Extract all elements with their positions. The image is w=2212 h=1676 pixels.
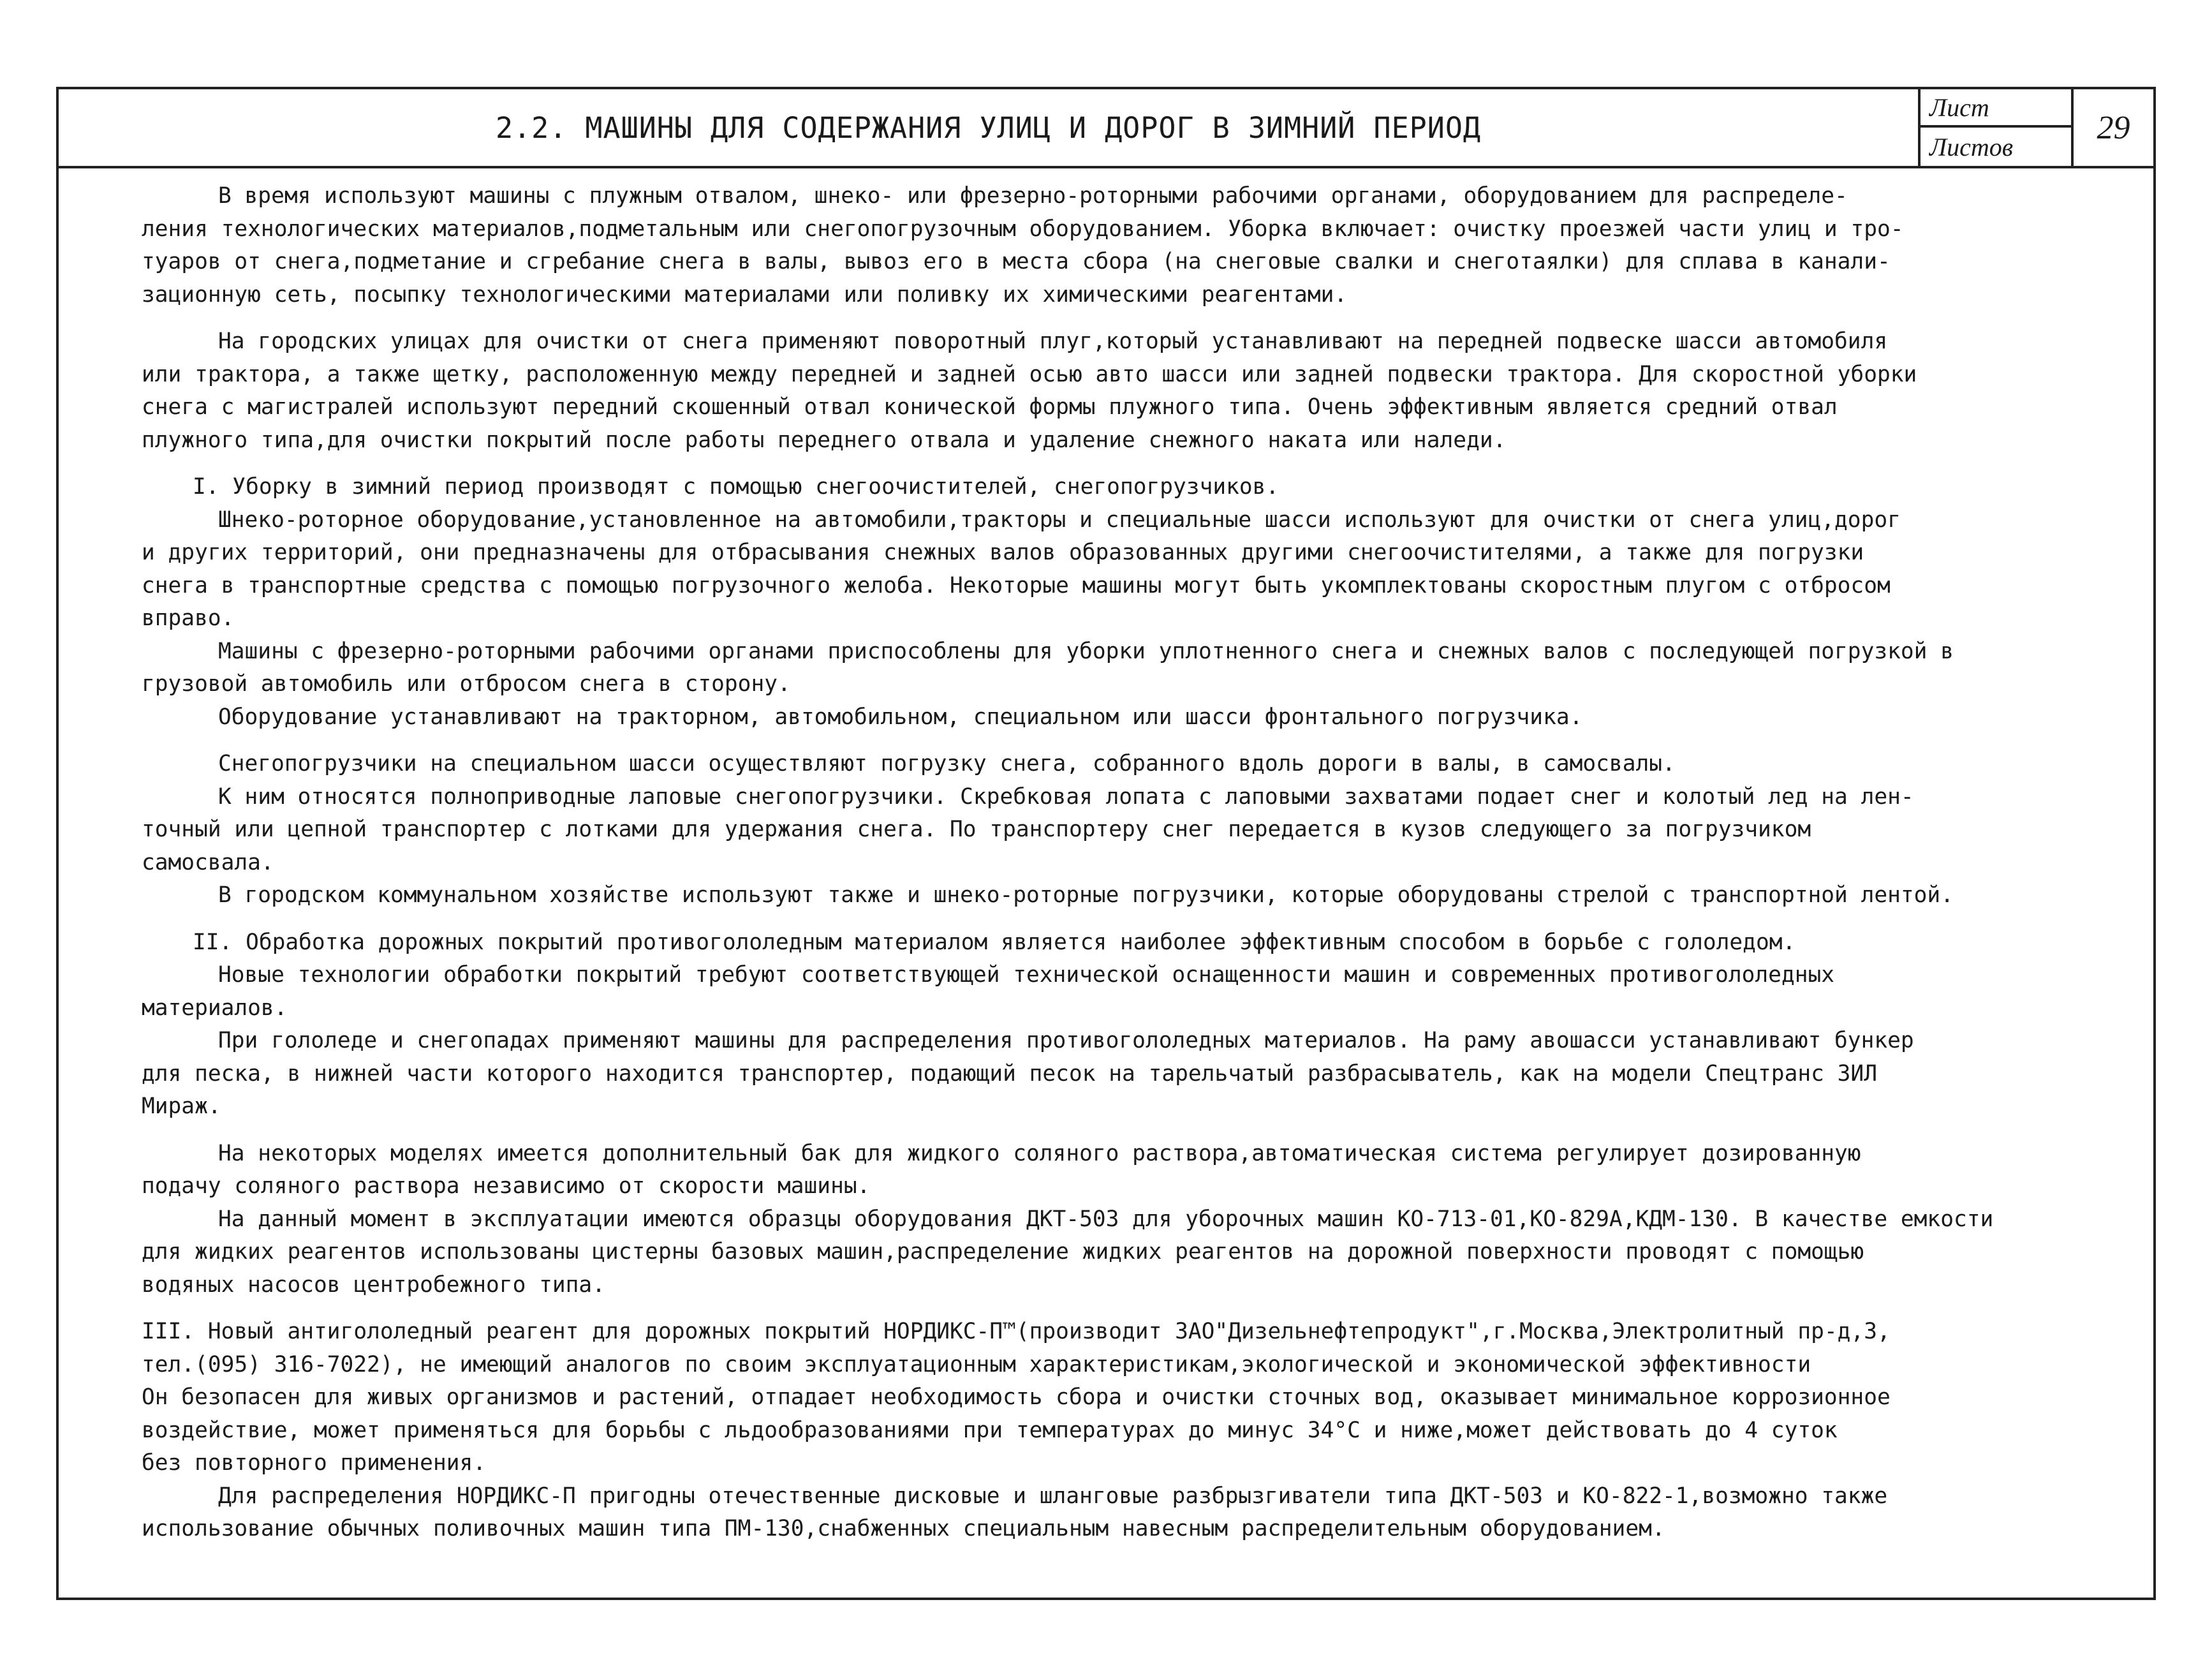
section-heading-1: I. Уборку в зимний период производят с помощью снегоочистителей, снегопогрузчиков. (193, 474, 1279, 500)
paragraph: В городском коммунальном хозяйстве используют также и шнеко-роторные погрузчики, которые оборудованы стрелой с транспортной лентой. (218, 882, 1954, 908)
paragraph: Снегопогрузчики на специальном шасси осуществляют погрузку снега, собранного вдоль дороги в валы, в самосвалы. (218, 751, 1676, 776)
title-block (59, 89, 2153, 168)
paragraph: На некоторых моделях имеется дополнительный бак для жидкого соляного раствора,автоматическая система регулирует дозированную подачу соляного раствора независимо от скорости машины. (142, 1140, 1861, 1199)
paragraph: На городских улицах для очистки от снега применяют поворотный плуг,который устанавливают на передней подвеске шасси автомобиля или трактора, а также щетку, расположенную между передней и задней осью авто шасси или задней подвески трактора. Для скоростной уборки снега с магистралей используют передний скошенный отвал конической формы плужного типа. Очень эффективным является средний отвал плужного типа,для очистки покрытий после работы переднего отвала и удаление снежного наката или наледи. (142, 329, 1917, 453)
paragraph: Для распределения НОРДИКС-П пригодны отечественные дисковые и шланговые разбрызгиватели типа ДКТ-503 и КО-822-1,возможно также использование обычных поливочных машин типа ПМ-130,снабженных специальным навесным распределительным оборудованием. (142, 1483, 1888, 1541)
page-title: 2.2. МАШИНЫ ДЛЯ СОДЕРЖАНИЯ УЛИЦ И ДОРОГ В ЗИМНИЙ ПЕРИОД (495, 110, 1482, 145)
sheet-label: Лист (1921, 89, 2071, 128)
drawing-frame (56, 87, 2156, 1600)
document-body (59, 168, 2153, 1598)
paragraph: Оборудование устанавливают на тракторном, автомобильном, специальном или шасси фронтального погрузчика. (218, 704, 1583, 730)
sheets-label: Листов (1929, 132, 2014, 161)
paragraph: При гололеде и снегопадах применяют машины для распределения противогололедных материалов. На раму авошасси устанавливают бункер для песка, в нижней части которого находится транспортер, подающий песок на тарельчатый разбрасыватель, как на модели Спецтранс ЗИЛ Мираж. (142, 1028, 1914, 1119)
section-heading-2: II. Обработка дорожных покрытий противогололедным материалом является наиболее эффективным способом в борьбе с гололедом. (193, 929, 1796, 955)
paragraph: Новые технологии обработки покрытий требуют соответствующей технической оснащенности машин и современных противогололедных материалов. (142, 962, 1835, 1021)
page-number: 29 (2071, 89, 2153, 166)
paragraph: На данный момент в эксплуатации имеются образцы оборудования ДКТ-503 для уборочных машин КО-713-01,КО-829А,КДМ-130. В качестве емкости для жидких реагентов использованы цистерны базовых машин,распределение жидких реагентов на дорожной поверхности проводят с помощью водяных насосов центробежного типа. (142, 1206, 1994, 1298)
sheet-info-box (1918, 89, 2071, 166)
section-heading-3: III. Новый антигололедный реагент для дорожных покрытий НОРДИКС-П™(производит ЗАО"Дизельнефтепродукт",г.Москва,Электролитный пр-д,3, тел.(095) 316-7022), не имеющий аналогов по своим эксплуатационным характеристикам,экологической и экономической эффективности Он безопасен для живых организмов и растений, отпадает необходимость сбора и очистки сточных вод, оказывает минимальное коррозионное воздействие, может применяться для борьбы с льдообразованиями при температурах до минус 34°С и ниже,может действовать до 4 суток без повторного применения. (142, 1319, 1891, 1476)
paragraph: В время используют машины с плужным отвалом, шнеко- или фрезерно-роторными рабочими органами, оборудованием для распределе- ления технологических материалов,подметальным или снегопогрузочным оборудованием. Уборка включает: очистку проезжей части улиц и тро- туаров от снега,подметание и сгребание снега в валы, вывоз его в места сбора (на снеговые свалки и снеготаялки) для сплава в канали- зационную сеть, посыпку технологическими материалами или поливку их химическими реагентами. (142, 183, 1904, 308)
paragraph: К ним относятся полноприводные лаповые снегопогрузчики. Скребковая лопата с лаповыми захватами подает снег и колотый лед на лен- точный или цепной транспортер с лотками для удержания снега. По транспортеру снег передается в кузов следующего за погрузчиком самосвала. (142, 783, 1914, 875)
paragraph: Шнеко-роторное оборудование,установленное на автомобили,тракторы и специальные шасси используют для очистки от снега улиц,дорог и других территорий, они предназначены для отбрасывания снежных валов образованных другими снегоочистителями, а также для погрузки снега в транспортные средства с помощью погрузочного желоба. Некоторые машины могут быть укомплектованы скоростным плугом с отбросом вправо. (142, 507, 1901, 631)
paragraph: Машины с фрезерно-роторными рабочими органами приспособлены для уборки уплотненного снега и снежных валов с последующей погрузкой в грузовой автомобиль или отбросом снега в сторону. (142, 638, 1954, 697)
